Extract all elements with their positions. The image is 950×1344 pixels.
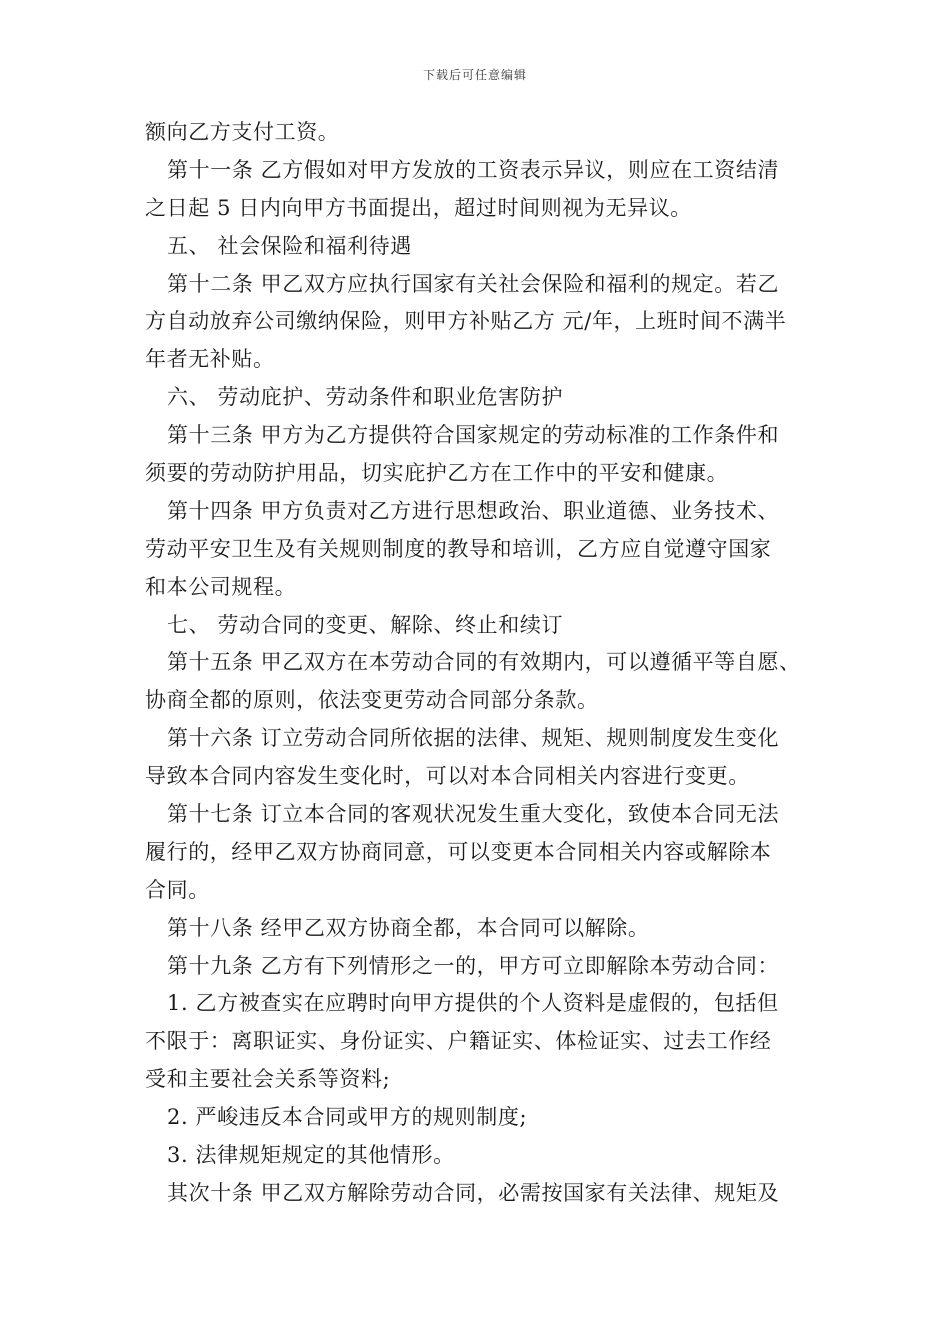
paragraph-line: 3. 法律规矩规定的其他情形。 — [167, 1143, 455, 1168]
paragraph-line: 五、 社会保险和福利待遇 — [167, 233, 412, 258]
paragraph-line: 之日起 5 日内向甲方书面提出，超过时间则视为无异议。 — [145, 195, 692, 220]
paragraph-line: 额向乙方支付工资。 — [145, 120, 340, 144]
paragraph-line: 受和主要社会关系等资料; — [145, 1067, 391, 1092]
paragraph-line: 方自动放弃公司缴纳保险，则甲方补贴乙方 元/年，上班时间不满半 — [145, 309, 787, 334]
paragraph-line: 第十四条 甲方负责对乙方进行思想政治、职业道德、业务技术、 — [167, 498, 780, 523]
paragraph-line: 第十八条 经甲乙双方协商全都，本合同可以解除。 — [167, 915, 650, 940]
paragraph-line: 第十九条 乙方有下列情形之一的，甲方可立即解除本劳动合同： — [167, 953, 780, 978]
paragraph-line: 第十二条 甲乙双方应执行国家有关社会保险和福利的规定。若乙 — [167, 271, 780, 296]
paragraph-line: 不限于：离职证实、身份证实、户籍证实、体检证实、过去工作经 — [145, 1029, 772, 1054]
paragraph-line: 劳动平安卫生及有关规则制度的教导和培训，乙方应自觉遵守国家 — [145, 536, 772, 561]
paragraph-line: 2. 严峻违反本合同或甲方的规则制度; — [167, 1105, 528, 1130]
paragraph-line: 年者无补贴。 — [145, 347, 275, 372]
paragraph-line: 其次十条 甲乙双方解除劳动合同，必需按国家有关法律、规矩及 — [167, 1180, 780, 1205]
paragraph-line: 六、 劳动庇护、劳动条件和职业危害防护 — [167, 385, 564, 410]
paragraph-line: 七、 劳动合同的变更、解除、终止和续订 — [167, 612, 564, 637]
document-body — [145, 114, 817, 1213]
paragraph-line: 第十五条 甲乙双方在本劳动合同的有效期内，可以遵循平等自愿、 — [167, 650, 801, 675]
page-header: 下载后可任意编辑 — [422, 68, 527, 82]
paragraph-line: 协商全都的原则，依法变更劳动合同部分条款。 — [145, 688, 599, 713]
paragraph-line: 履行的，经甲乙双方协商同意，可以变更本合同相关内容或解除本 — [145, 839, 772, 864]
paragraph-line: 第十七条 订立本合同的客观状况发生重大变化，致使本合同无法 — [167, 802, 780, 827]
paragraph-line: 合同。 — [145, 877, 210, 902]
paragraph-line: 第十一条 乙方假如对甲方发放的工资表示异议，则应在工资结清 — [167, 157, 780, 182]
paragraph-line: 导致本合同内容发生变化时，可以对本合同相关内容进行变更。 — [145, 764, 750, 789]
paragraph-line: 第十六条 订立劳动合同所依据的法律、规矩、规则制度发生变化 — [167, 726, 780, 751]
paragraph-line: 和本公司规程。 — [145, 574, 297, 599]
paragraph-line: 须要的劳动防护用品，切实庇护乙方在工作中的平安和健康。 — [145, 461, 729, 486]
paragraph-line: 第十三条 甲方为乙方提供符合国家规定的劳动标准的工作条件和 — [167, 423, 780, 448]
paragraph-line: 1. 乙方被查实在应聘时向甲方提供的个人资料是虚假的，包括但 — [167, 991, 779, 1016]
